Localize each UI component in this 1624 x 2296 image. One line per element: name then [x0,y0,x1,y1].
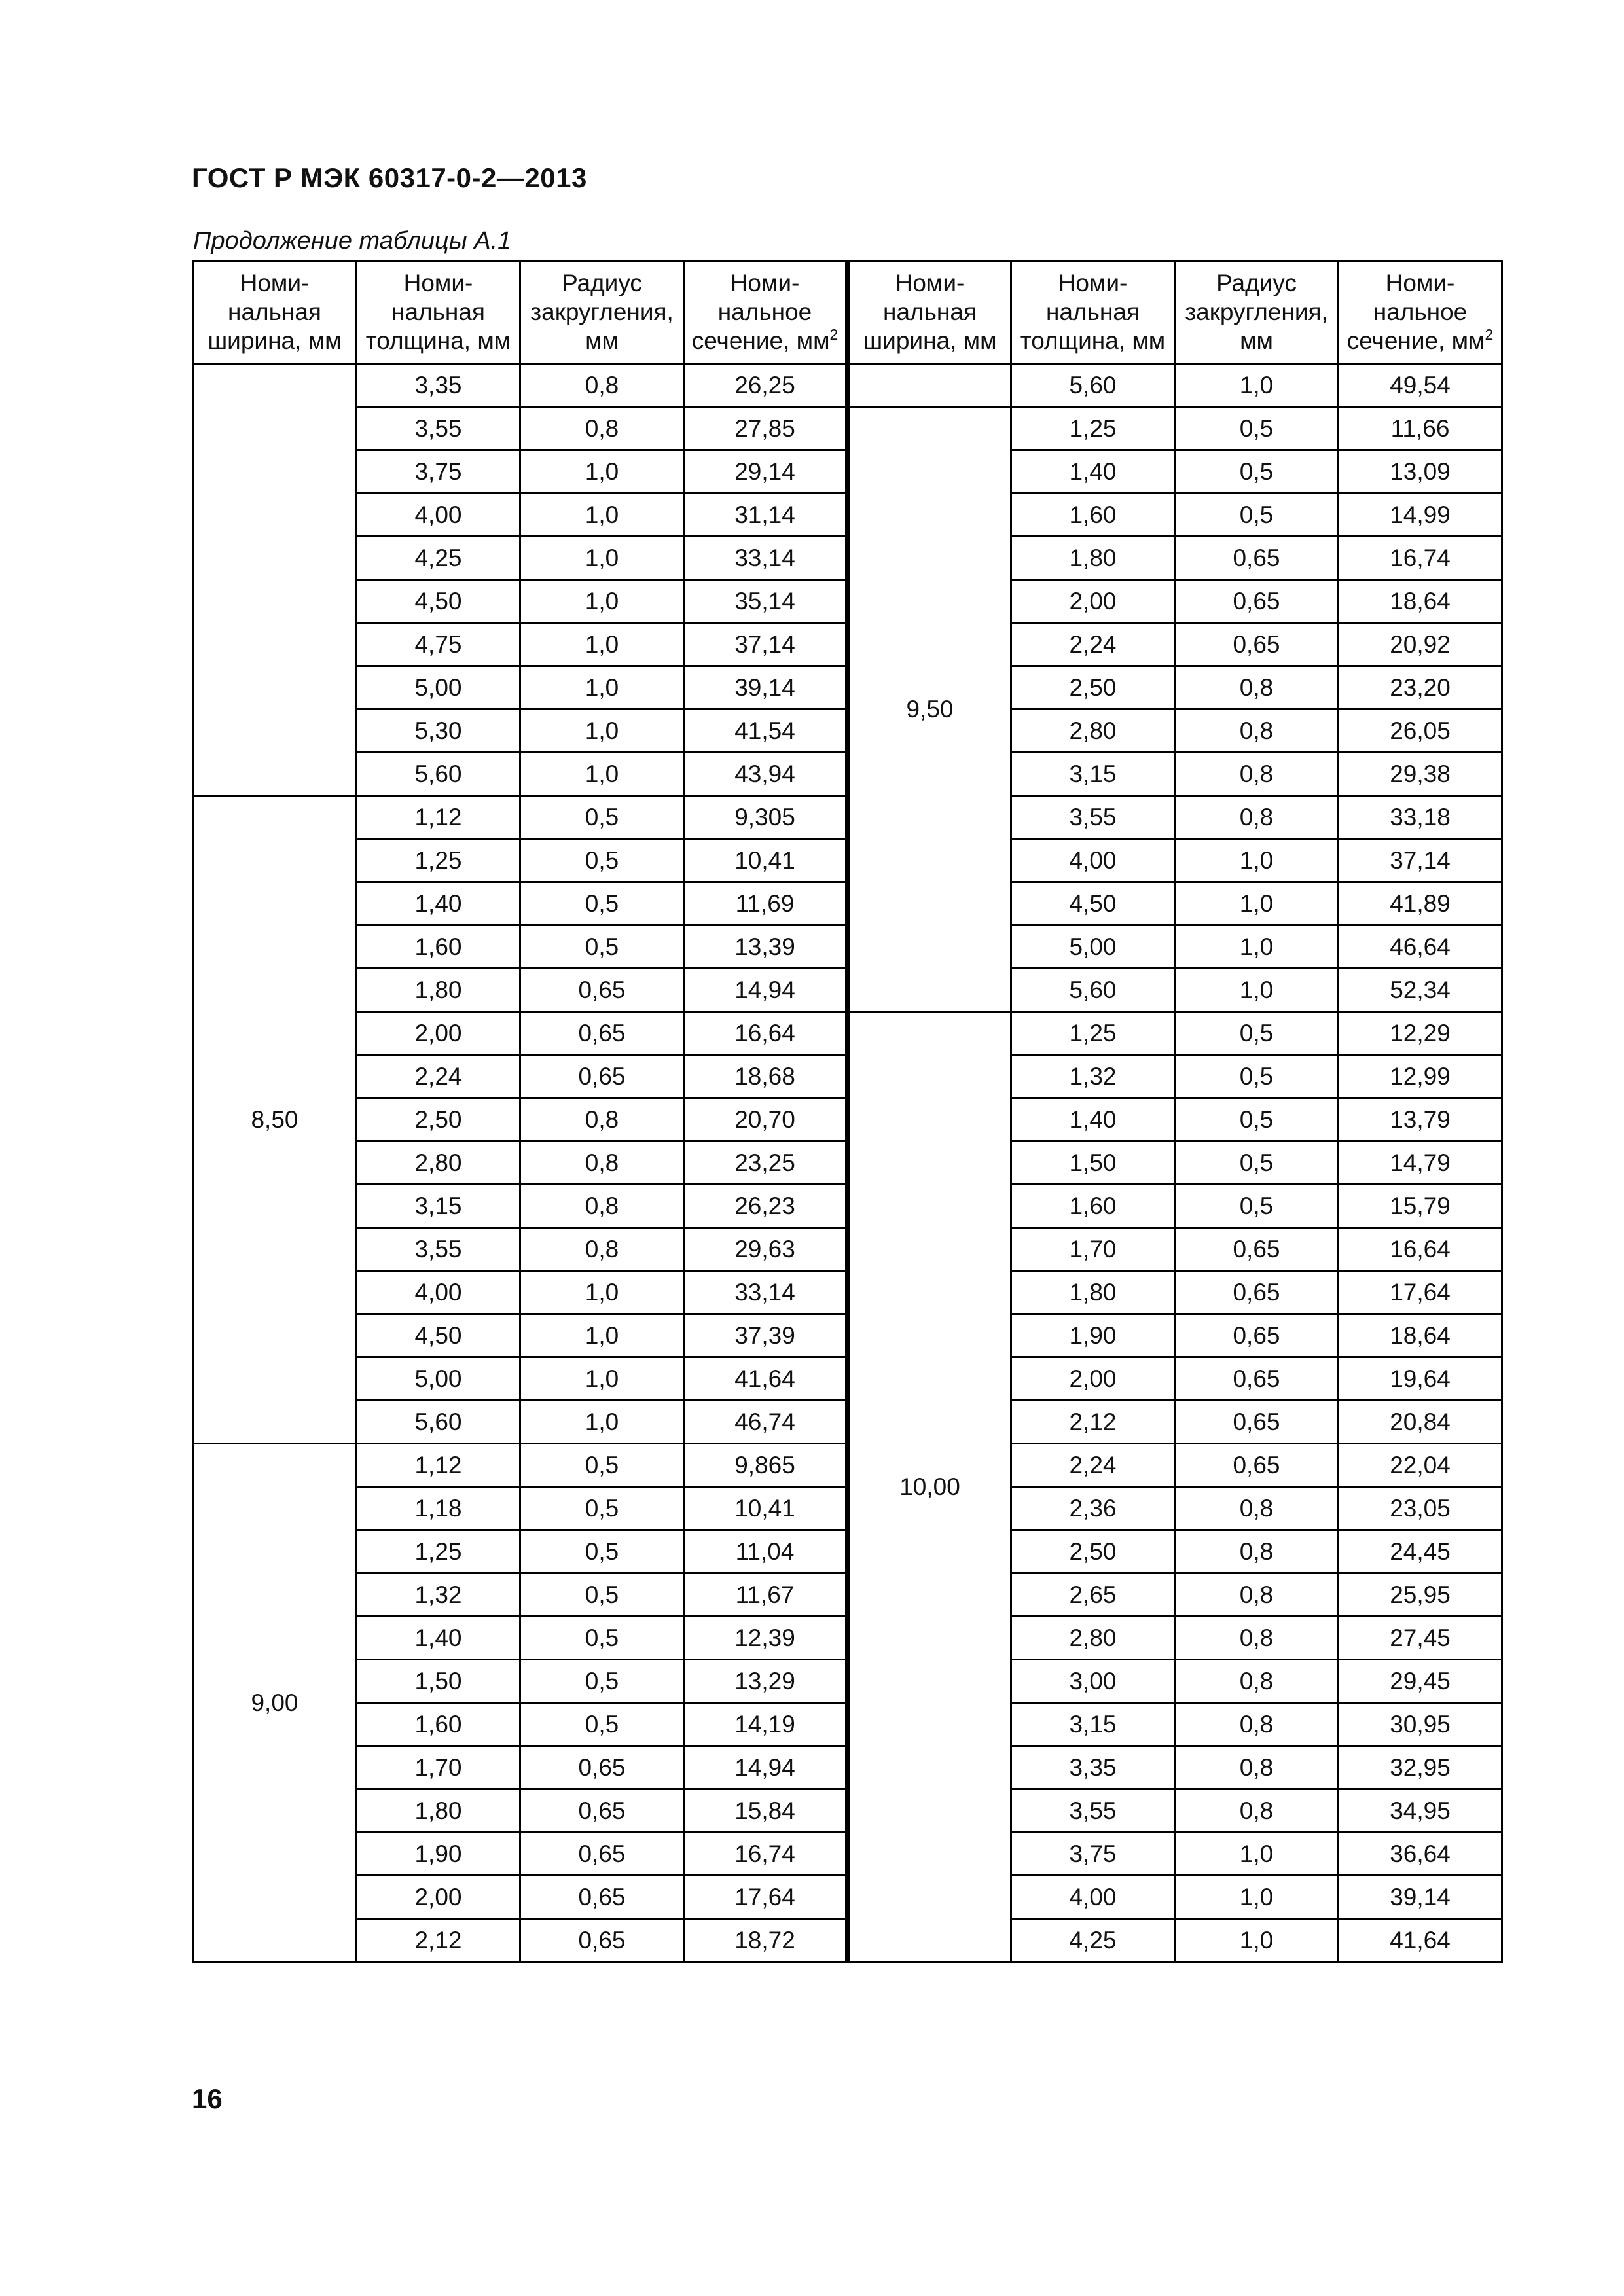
thickness-cell: 2,50 [1011,666,1175,709]
column-header [357,261,520,364]
radius-cell: 0,65 [1175,537,1339,580]
section-cell: 26,05 [1339,709,1502,753]
section-cell: 25,95 [1339,1573,1502,1617]
radius-cell: 0,65 [1175,1401,1339,1444]
section-cell: 22,04 [1339,1444,1502,1487]
section-cell: 14,99 [1339,493,1502,537]
section-cell: 36,64 [1339,1833,1502,1876]
radius-cell: 1,0 [520,450,684,493]
radius-cell: 0,65 [1175,1271,1339,1314]
section-cell: 23,05 [1339,1487,1502,1530]
section-cell: 14,79 [1339,1141,1502,1185]
radius-cell: 0,8 [1175,1789,1339,1833]
header-row [193,261,1502,364]
section-cell: 13,29 [684,1660,848,1703]
thickness-cell: 3,75 [1011,1833,1175,1876]
thickness-cell: 3,35 [1011,1746,1175,1789]
section-cell: 33,18 [1339,796,1502,839]
radius-cell: 0,5 [1175,1055,1339,1098]
section-cell: 41,64 [684,1357,848,1401]
radius-cell: 1,0 [1175,364,1339,407]
thickness-cell: 1,12 [357,1444,520,1487]
radius-cell: 0,8 [520,407,684,450]
header-line: толщина, мм [1020,327,1166,354]
thickness-cell: 1,40 [1011,450,1175,493]
radius-cell: 0,5 [1175,493,1339,537]
radius-cell: 0,65 [520,1012,684,1055]
section-cell: 52,34 [1339,969,1502,1012]
thickness-cell: 2,12 [1011,1401,1175,1444]
header-line: Номи- [1385,270,1455,296]
dimensions-table [192,260,1503,1963]
radius-cell: 0,8 [1175,1617,1339,1660]
section-cell: 39,14 [684,666,848,709]
radius-cell: 1,0 [520,493,684,537]
radius-cell: 0,65 [520,969,684,1012]
thickness-cell: 4,00 [357,493,520,537]
section-cell: 23,25 [684,1141,848,1185]
radius-cell: 1,0 [520,580,684,623]
thickness-cell: 3,15 [1011,1703,1175,1746]
radius-cell: 1,0 [520,623,684,666]
thickness-cell: 2,50 [357,1098,520,1141]
thickness-cell: 5,00 [1011,925,1175,969]
thickness-cell: 2,12 [357,1919,520,1962]
section-cell: 14,94 [684,1746,848,1789]
section-cell: 15,84 [684,1789,848,1833]
thickness-cell: 3,15 [1011,753,1175,796]
radius-cell: 0,8 [1175,753,1339,796]
section-cell: 26,23 [684,1185,848,1228]
section-cell: 23,20 [1339,666,1502,709]
thickness-cell: 1,40 [357,882,520,925]
section-cell: 13,09 [1339,450,1502,493]
thickness-cell: 1,80 [357,969,520,1012]
section-cell: 18,64 [1339,580,1502,623]
thickness-cell: 1,50 [1011,1141,1175,1185]
thickness-cell: 1,60 [357,925,520,969]
section-cell: 16,64 [1339,1228,1502,1271]
width-group-cell [848,364,1011,407]
thickness-cell: 2,80 [1011,709,1175,753]
column-header [1011,261,1175,364]
thickness-cell: 1,60 [357,1703,520,1746]
header-line: нальное [1373,298,1468,325]
section-cell: 10,41 [684,839,848,882]
section-cell: 32,95 [1339,1746,1502,1789]
header-line: нальная [391,298,485,325]
thickness-cell: 5,30 [357,709,520,753]
radius-cell: 0,8 [1175,1746,1339,1789]
section-cell: 49,54 [1339,364,1502,407]
radius-cell: 0,8 [1175,1573,1339,1617]
section-cell: 16,64 [684,1012,848,1055]
thickness-cell: 1,25 [357,1530,520,1573]
radius-cell: 0,5 [520,1530,684,1573]
thickness-cell: 2,00 [1011,580,1175,623]
thickness-cell: 1,70 [1011,1228,1175,1271]
radius-cell: 0,5 [1175,1141,1339,1185]
header-line: Номи- [403,270,473,296]
radius-cell: 0,8 [1175,1487,1339,1530]
thickness-cell: 2,00 [1011,1357,1175,1401]
section-cell: 37,14 [684,623,848,666]
section-cell: 31,14 [684,493,848,537]
header-line: сечение, мм [1346,327,1485,354]
thickness-cell: 1,18 [357,1487,520,1530]
radius-cell: 0,5 [1175,1185,1339,1228]
section-cell: 10,41 [684,1487,848,1530]
section-cell: 17,64 [1339,1271,1502,1314]
radius-cell: 0,8 [1175,1530,1339,1573]
thickness-cell: 3,55 [357,407,520,450]
radius-cell: 0,5 [1175,1098,1339,1141]
radius-cell: 0,8 [1175,666,1339,709]
header-line: Номи- [895,270,965,296]
width-group-cell [193,364,357,796]
thickness-cell: 4,00 [1011,1876,1175,1919]
thickness-cell: 1,40 [1011,1098,1175,1141]
thickness-cell: 1,25 [1011,1012,1175,1055]
section-cell: 14,19 [684,1703,848,1746]
thickness-cell: 4,50 [1011,882,1175,925]
radius-cell: 0,5 [520,1573,684,1617]
thickness-cell: 3,00 [1011,1660,1175,1703]
thickness-cell: 3,55 [357,1228,520,1271]
thickness-cell: 4,25 [1011,1919,1175,1962]
header-line: нальная [1046,298,1140,325]
section-cell: 34,95 [1339,1789,1502,1833]
radius-cell: 0,65 [1175,1444,1339,1487]
radius-cell: 0,8 [520,364,684,407]
section-cell: 12,39 [684,1617,848,1660]
document-header: ГОСТ Р МЭК 60317-0-2—2013 [192,162,587,193]
width-group-cell: 8,50 [193,796,357,1444]
section-cell: 46,74 [684,1401,848,1444]
thickness-cell: 1,90 [357,1833,520,1876]
radius-cell: 0,65 [520,1055,684,1098]
column-header [193,261,357,364]
section-cell: 18,68 [684,1055,848,1098]
radius-cell: 0,5 [520,1487,684,1530]
header-line: закругления, [1185,298,1328,325]
thickness-cell: 1,25 [357,839,520,882]
thickness-cell: 2,24 [357,1055,520,1098]
column-header [1339,261,1502,364]
radius-cell: 1,0 [1175,1833,1339,1876]
section-cell: 35,14 [684,580,848,623]
section-cell: 26,25 [684,364,848,407]
radius-cell: 1,0 [1175,1876,1339,1919]
radius-cell: 1,0 [1175,839,1339,882]
radius-cell: 0,5 [520,796,684,839]
radius-cell: 0,5 [520,882,684,925]
radius-cell: 0,8 [520,1141,684,1185]
table-body [193,364,1502,1962]
header-line: толщина, мм [365,327,511,354]
section-cell: 11,69 [684,882,848,925]
thickness-cell: 1,32 [1011,1055,1175,1098]
section-cell: 37,39 [684,1314,848,1357]
thickness-cell: 5,00 [357,666,520,709]
thickness-cell: 2,24 [1011,623,1175,666]
section-cell: 20,70 [684,1098,848,1141]
section-cell: 13,79 [1339,1098,1502,1141]
column-header [520,261,684,364]
width-group-cell: 9,50 [848,407,1011,1012]
column-header [848,261,1011,364]
table-row [193,407,1502,450]
thickness-cell: 4,25 [357,537,520,580]
section-cell: 12,99 [1339,1055,1502,1098]
header-line: нальная [883,298,977,325]
radius-cell: 1,0 [520,666,684,709]
thickness-cell: 4,75 [357,623,520,666]
section-cell: 17,64 [684,1876,848,1919]
section-cell: 29,63 [684,1228,848,1271]
table-row [193,1012,1502,1055]
thickness-cell: 4,50 [357,1314,520,1357]
radius-cell: 1,0 [520,537,684,580]
radius-cell: 0,5 [520,1703,684,1746]
thickness-cell: 1,80 [1011,1271,1175,1314]
radius-cell: 0,5 [1175,1012,1339,1055]
table-caption: Продолжение таблицы А.1 [193,227,512,255]
thickness-cell: 3,35 [357,364,520,407]
section-cell: 15,79 [1339,1185,1502,1228]
radius-cell: 0,5 [520,1444,684,1487]
thickness-cell: 1,12 [357,796,520,839]
radius-cell: 0,8 [1175,1703,1339,1746]
thickness-cell: 4,50 [357,580,520,623]
header-line: Номи- [730,270,800,296]
thickness-cell: 2,80 [357,1141,520,1185]
radius-cell: 0,8 [1175,796,1339,839]
section-cell: 29,45 [1339,1660,1502,1703]
header-line: мм [585,327,619,354]
radius-cell: 1,0 [520,753,684,796]
radius-cell: 0,65 [1175,580,1339,623]
thickness-cell: 2,36 [1011,1487,1175,1530]
thickness-cell: 2,00 [357,1876,520,1919]
section-cell: 46,64 [1339,925,1502,969]
radius-cell: 0,5 [1175,407,1339,450]
section-cell: 33,14 [684,1271,848,1314]
section-cell: 24,45 [1339,1530,1502,1573]
section-cell: 39,14 [1339,1876,1502,1919]
section-cell: 27,85 [684,407,848,450]
radius-cell: 0,65 [1175,1314,1339,1357]
radius-cell: 1,0 [1175,882,1339,925]
radius-cell: 0,65 [1175,1357,1339,1401]
header-line: Радиус [1216,270,1297,296]
section-cell: 11,67 [684,1573,848,1617]
column-header [1175,261,1339,364]
section-cell: 41,64 [1339,1919,1502,1962]
section-cell: 16,74 [1339,537,1502,580]
thickness-cell: 1,80 [357,1789,520,1833]
section-cell: 13,39 [684,925,848,969]
header-line: сечение, мм [691,327,830,354]
radius-cell: 1,0 [520,1271,684,1314]
section-cell: 12,29 [1339,1012,1502,1055]
radius-cell: 0,5 [520,839,684,882]
thickness-cell: 1,80 [1011,537,1175,580]
header-line: Номи- [240,270,310,296]
thickness-cell: 3,15 [357,1185,520,1228]
section-cell: 14,94 [684,969,848,1012]
radius-cell: 0,65 [520,1876,684,1919]
thickness-cell: 1,60 [1011,493,1175,537]
radius-cell: 1,0 [1175,925,1339,969]
section-cell: 41,54 [684,709,848,753]
radius-cell: 0,8 [1175,1660,1339,1703]
thickness-cell: 1,70 [357,1746,520,1789]
radius-cell: 0,65 [520,1746,684,1789]
radius-cell: 0,8 [1175,709,1339,753]
radius-cell: 0,5 [520,925,684,969]
table-row [193,364,1502,407]
thickness-cell: 5,60 [357,1401,520,1444]
header-line: Радиус [562,270,642,296]
thickness-cell: 1,50 [357,1660,520,1703]
thickness-cell: 4,00 [1011,839,1175,882]
section-cell: 29,38 [1339,753,1502,796]
section-cell: 11,66 [1339,407,1502,450]
section-cell: 41,89 [1339,882,1502,925]
radius-cell: 0,8 [520,1185,684,1228]
section-cell: 29,14 [684,450,848,493]
radius-cell: 1,0 [1175,1919,1339,1962]
thickness-cell: 1,40 [357,1617,520,1660]
thickness-cell: 2,24 [1011,1444,1175,1487]
radius-cell: 0,5 [520,1660,684,1703]
header-line: закругления, [530,298,674,325]
header-line: нальная [228,298,321,325]
thickness-cell: 5,60 [1011,364,1175,407]
thickness-cell: 1,32 [357,1573,520,1617]
thickness-cell: 2,00 [357,1012,520,1055]
radius-cell: 1,0 [520,1401,684,1444]
header-line: нальное [717,298,812,325]
header-line: мм [1240,327,1273,354]
thickness-cell: 2,80 [1011,1617,1175,1660]
table-header [193,261,1502,364]
thickness-cell: 1,90 [1011,1314,1175,1357]
section-cell: 37,14 [1339,839,1502,882]
section-cell: 20,92 [1339,623,1502,666]
thickness-cell: 3,55 [1011,796,1175,839]
section-cell: 19,64 [1339,1357,1502,1401]
thickness-cell: 4,00 [357,1271,520,1314]
section-cell: 33,14 [684,537,848,580]
unit-superscript: 2 [829,326,839,343]
radius-cell: 0,5 [1175,450,1339,493]
section-cell: 18,64 [1339,1314,1502,1357]
radius-cell: 1,0 [520,1357,684,1401]
thickness-cell: 5,60 [1011,969,1175,1012]
section-cell: 43,94 [684,753,848,796]
section-cell: 20,84 [1339,1401,1502,1444]
radius-cell: 1,0 [520,1314,684,1357]
section-cell: 16,74 [684,1833,848,1876]
thickness-cell: 3,55 [1011,1789,1175,1833]
radius-cell: 0,5 [520,1617,684,1660]
radius-cell: 1,0 [1175,969,1339,1012]
thickness-cell: 5,00 [357,1357,520,1401]
section-cell: 9,305 [684,796,848,839]
radius-cell: 0,8 [520,1098,684,1141]
thickness-cell: 1,25 [1011,407,1175,450]
section-cell: 30,95 [1339,1703,1502,1746]
header-line: ширина, мм [208,327,342,354]
section-cell: 27,45 [1339,1617,1502,1660]
thickness-cell: 2,50 [1011,1530,1175,1573]
radius-cell: 0,65 [1175,623,1339,666]
width-group-cell: 9,00 [193,1444,357,1962]
thickness-cell: 3,75 [357,450,520,493]
radius-cell: 0,65 [520,1789,684,1833]
header-line: Номи- [1058,270,1128,296]
radius-cell: 0,8 [520,1228,684,1271]
radius-cell: 1,0 [520,709,684,753]
page-number: 16 [192,2083,223,2114]
section-cell: 9,865 [684,1444,848,1487]
width-group-cell: 10,00 [848,1012,1011,1962]
section-cell: 11,04 [684,1530,848,1573]
radius-cell: 0,65 [520,1919,684,1962]
column-header [684,261,848,364]
thickness-cell: 5,60 [357,753,520,796]
header-line: ширина, мм [863,327,997,354]
thickness-cell: 2,65 [1011,1573,1175,1617]
unit-superscript: 2 [1485,326,1494,343]
radius-cell: 0,65 [520,1833,684,1876]
thickness-cell: 1,60 [1011,1185,1175,1228]
section-cell: 18,72 [684,1919,848,1962]
radius-cell: 0,65 [1175,1228,1339,1271]
